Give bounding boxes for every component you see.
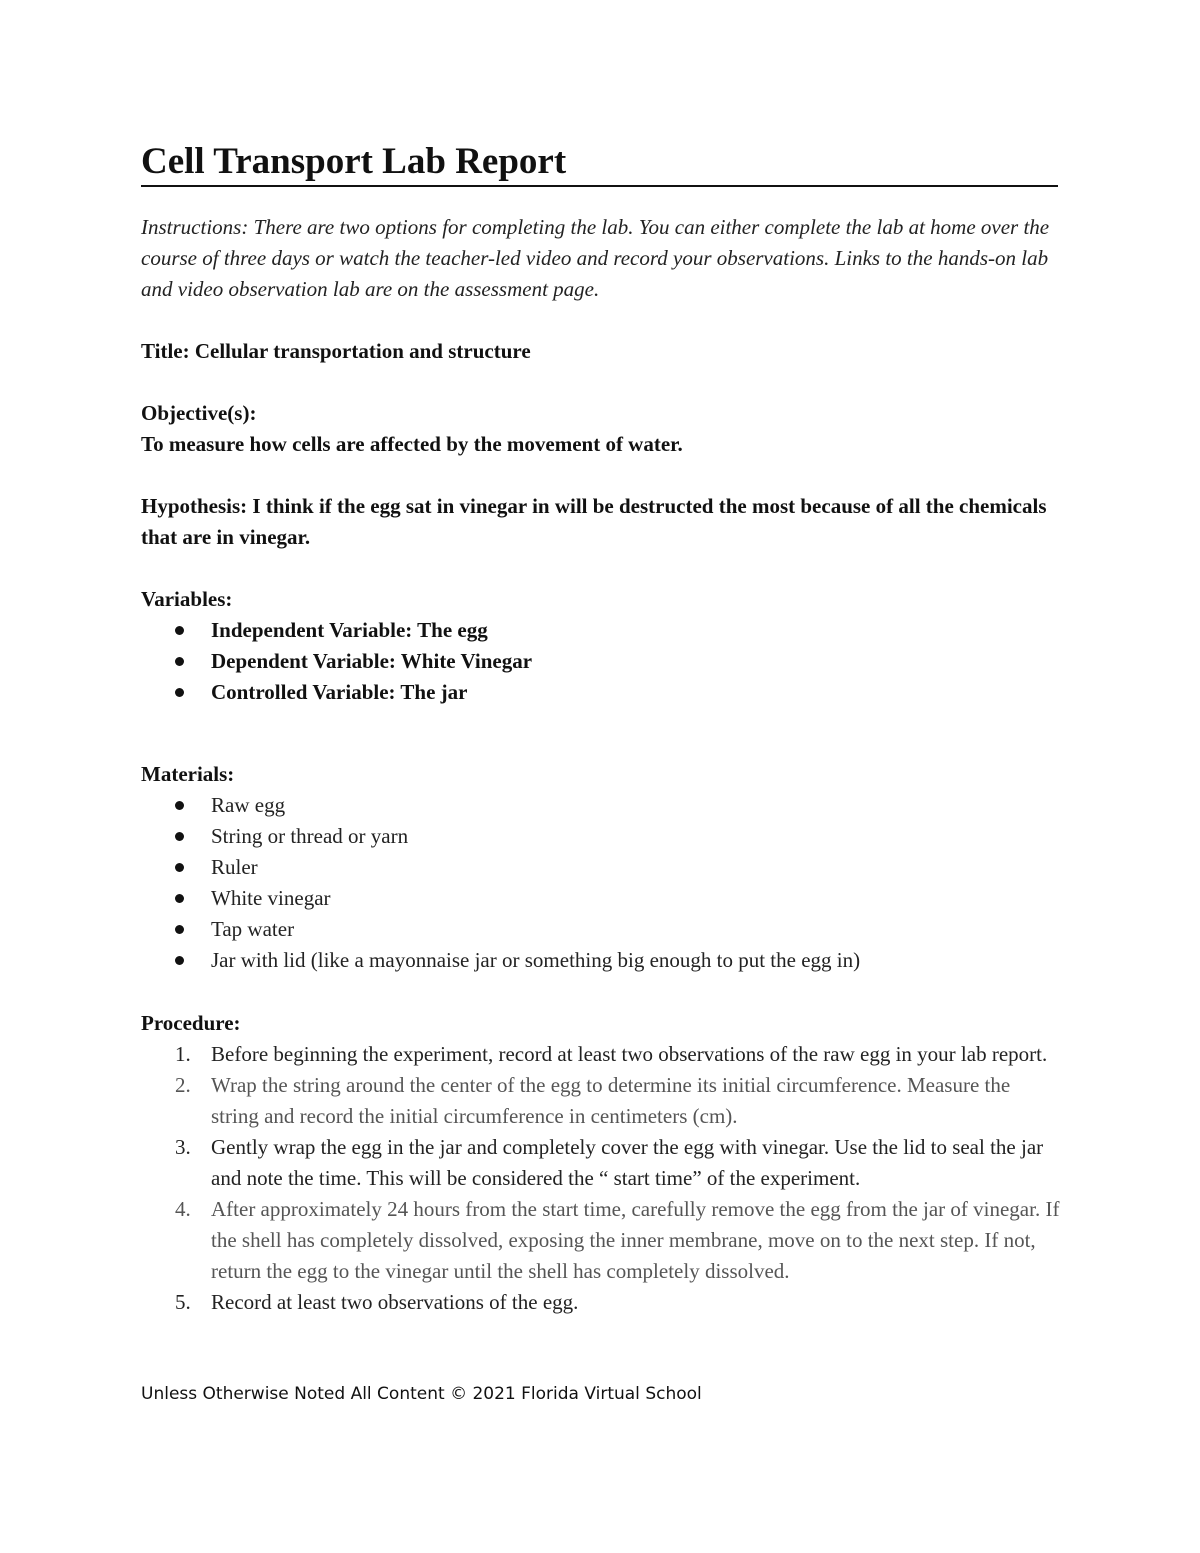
list-item: Dependent Variable: White Vinegar [141,646,1071,677]
bullet-icon [175,894,184,903]
bullet-icon [175,626,184,635]
bullet-icon [175,688,184,697]
copyright-footer: Unless Otherwise Noted All Content © 2021 Florida Virtual School [141,1384,702,1404]
list-item: White vinegar [141,883,1071,914]
list-item: Tap water [141,914,1071,945]
objective-heading: Objective(s): [141,401,257,425]
bullet-icon [175,925,184,934]
procedure-list [141,1039,1061,1318]
list-item: String or thread or yarn [141,821,1071,852]
list-item: Controlled Variable: The jar [141,677,1071,708]
list-item: Raw egg [141,790,1071,821]
list-item: Independent Variable: The egg [141,615,1071,646]
bullet-icon [175,863,184,872]
list-item: Jar with lid (like a mayonnaise jar or something big enough to put the egg in) [141,945,1071,976]
list-item: 3. Gently wrap the egg in the jar and completely cover the egg with vinegar. Use the lid to seal the jar and note the time. This will be considered the “ start time” of the experiment. [175,1135,1044,1190]
materials-list [141,790,1071,976]
variables-heading: Variables: [141,587,233,611]
instructions-paragraph: Instructions: There are two options for completing the lab. You can either complete the lab at home over the course of three days or watch the teacher-led video and record your observations. Links to the hands-on lab and video observation lab are on the assessment page. [141,215,1050,301]
list-item: 1. Before beginning the experiment, record at least two observations of the raw egg in your lab report. [175,1042,1048,1066]
materials-heading: Materials: [141,762,235,786]
bullet-icon [175,801,184,810]
bullet-icon [175,657,184,666]
variables-list [141,615,1071,708]
bullet-icon [175,956,184,965]
objective-text: To measure how cells are affected by the movement of water. [141,432,683,456]
list-item: Ruler [141,852,1071,883]
list-item: 4. After approximately 24 hours from the start time, carefully remove the egg from the jar of vinegar. If the shell has completely dissolved, exposing the inner membrane, move on to the next step. If not, return the egg to the vinegar until the shell has completely dissolved. [175,1197,1060,1283]
bullet-icon [175,832,184,841]
procedure-heading: Procedure: [141,1011,241,1035]
list-item: 2. Wrap the string around the center of the egg to determine its initial circumference. Measure the string and record the initial circumference in centimeters (cm). [175,1073,1011,1128]
lab-title: Title: Cellular transportation and structure [141,339,531,363]
document-title: Cell Transport Lab Report [141,140,1058,187]
hypothesis: Hypothesis: I think if the egg sat in vinegar in will be destructed the most because of all the chemicals that are in vinegar. [141,494,1047,549]
list-item: 5. Record at least two observations of the egg. [175,1290,579,1314]
